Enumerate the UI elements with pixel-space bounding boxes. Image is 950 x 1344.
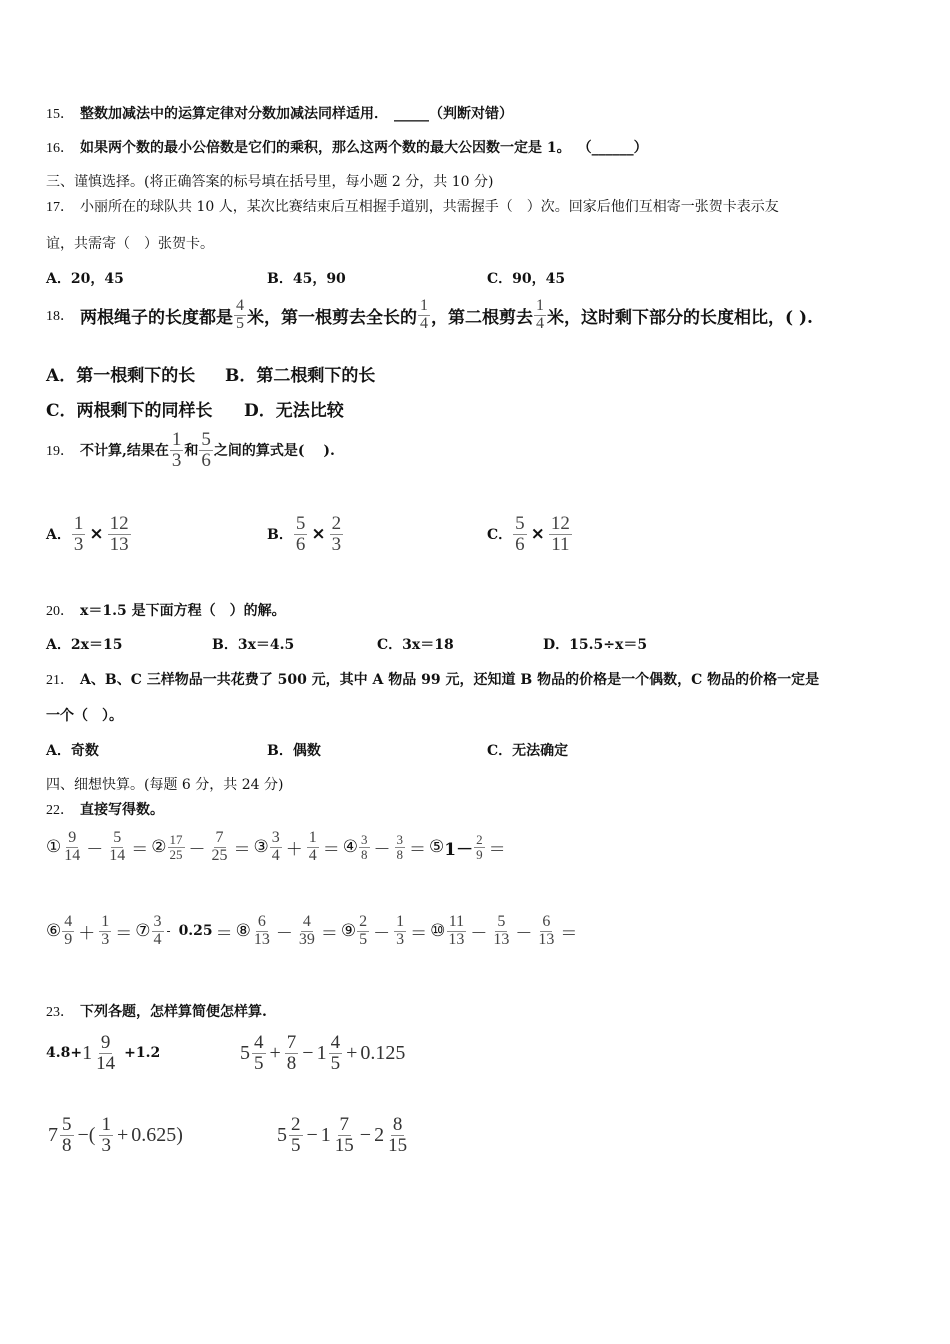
times-sign: × [89, 524, 104, 545]
decimal-number: 0.25 [178, 923, 213, 940]
fraction: $\frac{5}{14}$ [109, 829, 126, 864]
fraction: $\frac{1}{3}$ [73, 513, 84, 555]
question-20 [46, 600, 286, 620]
minus-sign: － [188, 839, 206, 860]
q18-option-b[interactable]: B．第二根剩下的长 [225, 366, 376, 386]
q21-option-a[interactable]: A．奇数 [46, 743, 99, 759]
fraction: $\frac{9}{14}$ [64, 829, 81, 864]
whole-number: 1－ [444, 839, 474, 860]
q20-option-b[interactable]: B．3x＝4.5 [212, 637, 295, 653]
fraction: $\frac{3}{4}$ [271, 829, 280, 864]
item-marker: ④ [342, 837, 358, 858]
answer-blank[interactable]: （______） [584, 140, 648, 156]
minus-sign: － [275, 923, 293, 944]
item-marker: ② [151, 837, 167, 858]
fraction: $\frac{5}{8}$ [62, 1114, 72, 1156]
expression-text: 4.8+ [46, 1045, 83, 1062]
answer-blank[interactable]: _____ [394, 106, 429, 122]
fraction: $\frac{12}{13}$ [109, 513, 129, 555]
q19-option-a[interactable]: A． $\frac{1}{3}$ × $\frac{12}{13}$ [46, 513, 129, 555]
item-marker: ⑥ [46, 921, 62, 942]
minus-sign: － [515, 923, 533, 944]
q19-text-3: 之间的算式是( ). [213, 443, 335, 460]
fraction: $\frac{2}{3}$ [331, 513, 342, 555]
question-tail: （判断对错） [429, 106, 513, 122]
question-21-line2: 一个（ ）。 [46, 708, 123, 724]
section-3-heading: 三、谨慎选择。(将正确答案的标号填在括号里，每小题 2 分，共 10 分) [46, 174, 494, 190]
q17-option-c[interactable]: C．90，45 [487, 271, 566, 287]
q18-option-a[interactable]: A．第一根剩下的长 [46, 366, 196, 386]
fraction: $\frac{6}{13}$ [253, 913, 270, 948]
fraction: $\frac{4}{39}$ [298, 913, 315, 948]
q19-text-2: 和 [184, 443, 199, 460]
minus-sign: － [470, 923, 488, 944]
times-sign: × [311, 524, 326, 545]
fraction: $\frac{4}{5}$ [236, 297, 244, 332]
expression-text: +1.2 [124, 1045, 161, 1062]
fraction: $\frac{7}{25}$ [211, 829, 228, 864]
fraction: $\frac{9}{14}$ [96, 1032, 116, 1074]
question-text: 直接写得数。 [80, 802, 164, 818]
fraction: $\frac{3}{8}$ [361, 832, 368, 862]
minus-sign: － [373, 923, 391, 944]
equals-sign: ＝ [322, 839, 340, 860]
q18-text-3: ，第二根剪去 [431, 307, 533, 328]
fraction: $\frac{1}{3}$ [171, 429, 182, 471]
times-sign: × [530, 524, 545, 545]
plus-sign: ＋ [285, 839, 303, 860]
fraction: $\frac{5}{6}$ [515, 513, 525, 555]
question-number: 21． [46, 673, 74, 688]
q18-option-c[interactable]: C．两根剩下的同样长 [46, 401, 213, 421]
item-marker: ⑤ [429, 837, 445, 858]
fraction: $\frac{4}{5}$ [254, 1032, 264, 1074]
question-text: 小丽所在的球队共 10 人，某次比赛结束后互相握手道别，共需握手（ ）次。回家后他们互相寄一张贺卡表示友 [80, 199, 779, 215]
fraction: $\frac{5}{6}$ [295, 513, 306, 555]
fraction: $\frac{1}{3}$ [396, 913, 405, 948]
q20-option-d[interactable]: D．15.5÷x＝5 [543, 637, 648, 653]
fraction: $\frac{6}{13}$ [538, 913, 555, 948]
q18-text-4: 米，这时剩下部分的长度相比，( ). [547, 307, 813, 328]
item-marker: ⑨ [340, 921, 357, 942]
q23-problem-4: 5 $\frac{2}{5}$ − 1 $\frac{7}{15}$ − 2 $\frac{8}{15}$ [277, 1114, 408, 1156]
fraction: $\frac{4}{5}$ [330, 1032, 341, 1074]
q20-option-c[interactable]: C．3x＝18 [377, 637, 454, 653]
q21-option-c[interactable]: C．无法确定 [487, 743, 569, 759]
fraction: $\frac{5}{6}$ [201, 429, 211, 471]
question-17-line2: 谊，共需寄（ ）张贺卡。 [46, 236, 214, 252]
question-text: 下列各题，怎样算简便怎样算. [80, 1004, 267, 1020]
minus-sign: － [86, 839, 104, 860]
equals-sign: ＝ [320, 923, 338, 944]
equals-sign: ＝ [115, 923, 133, 944]
q23-problem-3: 7 $\frac{5}{8}$ −( $\frac{1}{3}$ + 0.625) [48, 1114, 183, 1156]
question-16 [46, 137, 648, 157]
fraction: $\frac{1}{3}$ [101, 913, 110, 948]
question-text: x＝1.5 是下面方程（ ）的解。 [80, 603, 286, 619]
fraction: $\frac{7}{8}$ [286, 1032, 297, 1074]
q17-option-a[interactable]: A．20，45 [46, 271, 124, 287]
question-number: 15． [46, 107, 74, 122]
q21-option-b[interactable]: B．偶数 [267, 743, 321, 759]
fraction: $\frac{7}{15}$ [334, 1114, 354, 1156]
q19-text-1: 不计算,结果在 [80, 443, 169, 460]
item-marker: ⑦ [135, 921, 151, 942]
equals-sign: ＝ [560, 923, 578, 944]
question-22 [46, 799, 164, 819]
plus-sign: ＋ [78, 923, 96, 944]
mixed-number: 1 $\frac{9}{14}$ [82, 1032, 116, 1074]
question-18 [46, 298, 813, 333]
q23-problem-1 [46, 1033, 160, 1074]
item-marker: ③ [253, 837, 269, 858]
question-number: 17． [46, 200, 74, 215]
q18-text-1: 两根绳子的长度都是 [80, 307, 233, 328]
q23-problem-2: 5 $\frac{4}{5}$ + $\frac{7}{8}$ − 1 $\frac{4}{5}$ + 0.125 [240, 1032, 406, 1074]
fraction: $\frac{5}{13}$ [493, 913, 510, 948]
q22-row-2 [46, 914, 580, 949]
equals-sign: ＝ [410, 923, 428, 944]
q19-option-c[interactable]: C． $\frac{5}{6}$ × $\frac{12}{11}$ [487, 513, 570, 555]
q17-option-b[interactable]: B．45，90 [267, 271, 346, 287]
section-4-heading: 四、细想快算。(每题 6 分，共 24 分) [46, 777, 284, 793]
fraction: $\frac{2}{5}$ [359, 913, 368, 948]
item-marker: ⑩ [430, 921, 446, 942]
equals-sign: ＝ [131, 839, 149, 860]
fraction: $\frac{2}{9}$ [476, 832, 483, 862]
fraction: $\frac{2}{5}$ [291, 1114, 301, 1156]
fraction: $\frac{8}{15}$ [388, 1114, 408, 1156]
fraction: $\frac{1}{4}$ [308, 829, 317, 864]
question-text: 整数加减法中的运算定律对分数加减法同样适用． [80, 106, 388, 122]
fraction: $\frac{4}{9}$ [64, 913, 73, 948]
q19-option-b[interactable]: B． $\frac{5}{6}$ × $\frac{2}{3}$ [267, 513, 342, 555]
question-number: 18． [46, 309, 74, 325]
item-marker: ① [46, 837, 62, 858]
q22-row-1 [46, 830, 509, 865]
fraction: $\frac{3}{8}$ [396, 832, 403, 862]
fraction: $\frac{1}{4}$ [420, 297, 428, 332]
question-19 [46, 430, 335, 471]
question-number: 22． [46, 803, 74, 818]
question-text: 如果两个数的最小公倍数是它们的乘积，那么这两个数的最大公因数一定是 1。 [80, 140, 571, 156]
equals-sign: ＝ [409, 839, 426, 860]
fraction: $\frac{11}{13}$ [448, 913, 465, 948]
item-marker: ⑧ [235, 921, 251, 942]
question-17-line1 [46, 196, 779, 216]
fraction: $\frac{1}{3}$ [101, 1114, 111, 1156]
question-number: 16． [46, 141, 74, 156]
question-number: 19． [46, 444, 74, 460]
fraction: $\frac{12}{11}$ [550, 513, 570, 555]
equals-sign: ＝ [233, 839, 251, 860]
fraction: $\frac{1}{4}$ [536, 297, 544, 332]
q18-text-2: 米，第一根剪去全长的 [247, 307, 417, 328]
q18-option-d[interactable]: D．无法比较 [244, 401, 344, 421]
question-23 [46, 1001, 267, 1021]
fraction: $\frac{3}{4}$ [153, 913, 162, 948]
question-21-line1 [46, 669, 819, 689]
question-15 [46, 103, 513, 123]
minus-sign: - [166, 924, 171, 939]
equals-sign: ＝ [488, 839, 506, 860]
q20-option-a[interactable]: A．2x＝15 [46, 637, 123, 653]
question-text: A、B、C 三样物品一共花费了 500 元，其中 A 物品 99 元，还知道 B 物品的价格是一个偶数，C 物品的价格一定是 [80, 672, 820, 688]
equals-sign: ＝ [215, 923, 233, 944]
question-number: 20． [46, 604, 74, 619]
minus-sign: － [373, 839, 391, 860]
question-number: 23． [46, 1005, 74, 1020]
fraction: $\frac{17}{25}$ [169, 832, 183, 862]
